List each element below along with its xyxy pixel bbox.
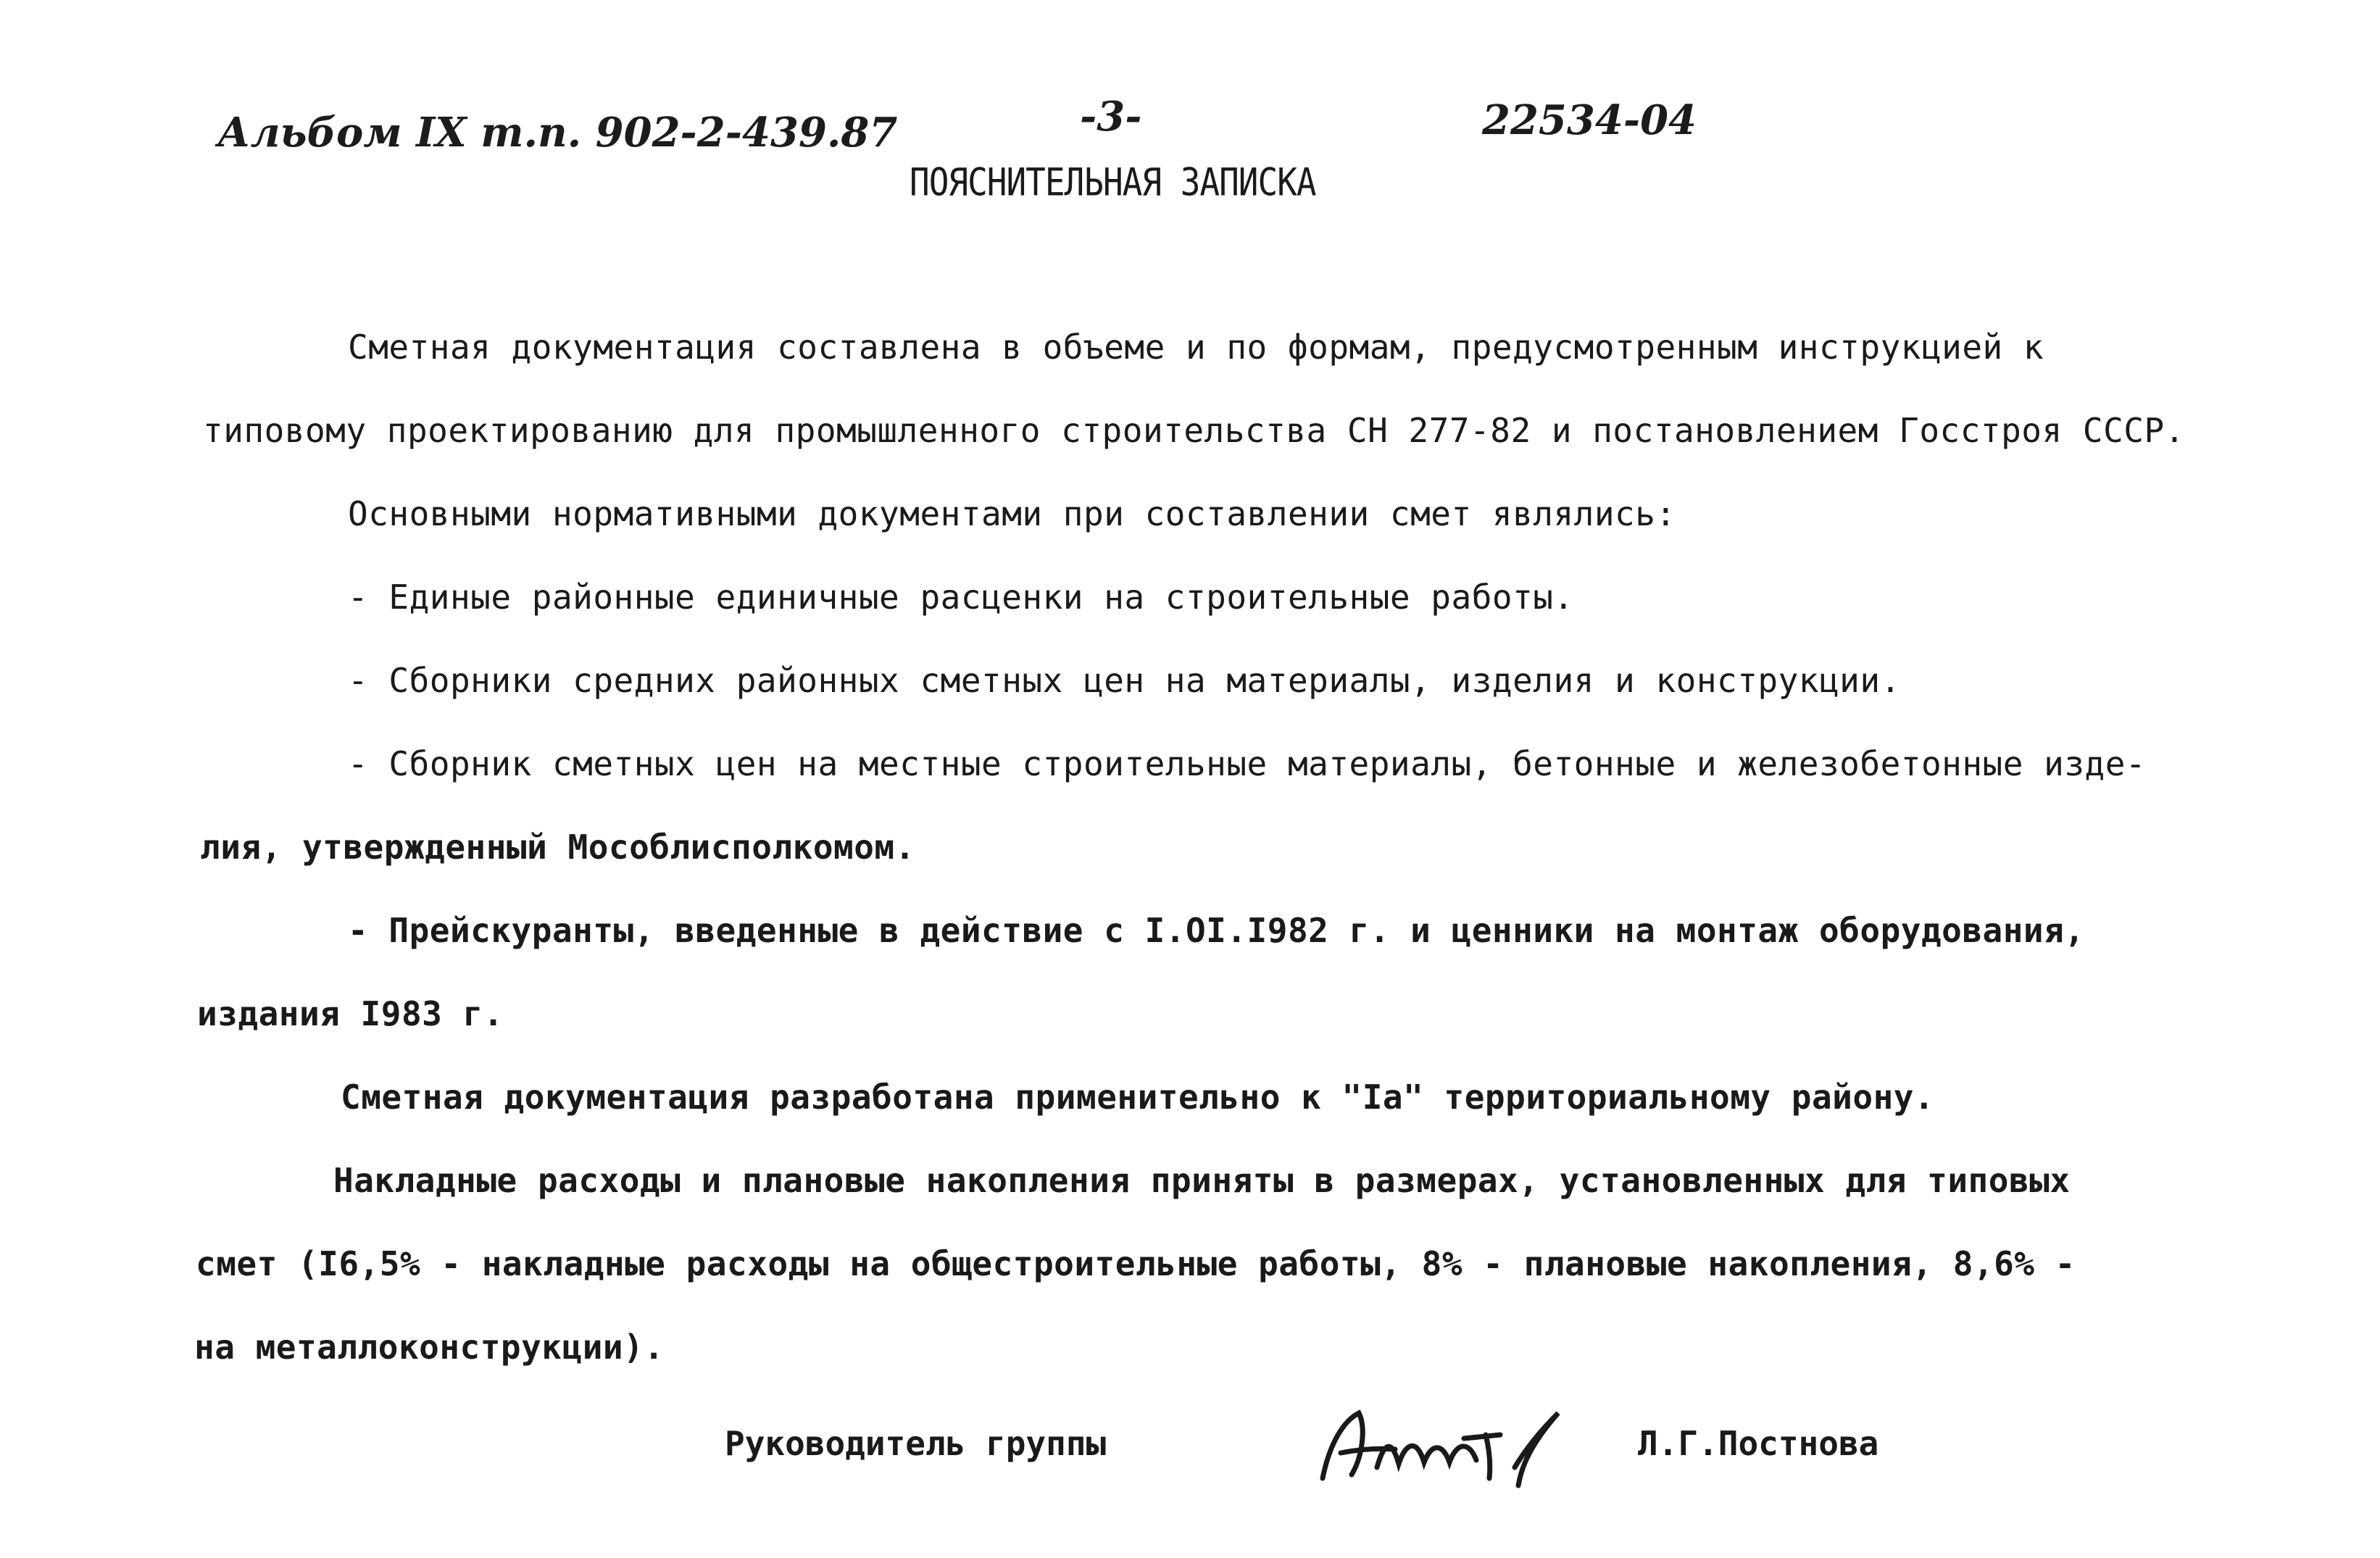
body-line-13: на металлоконструкции). [194,1328,665,1367]
body-line-4: - Единые районные единичные расценки на строительные работы. [348,578,1574,617]
body-line-10: Сметная документация разработана применительно к "Iа" территориальному району. [341,1078,1935,1117]
document-number: 22534-04 [1482,96,1697,144]
signature-label: Руководитель группы [725,1424,1107,1463]
body-line-3: Основными нормативными документами при составлении смет являлись: [348,494,1676,533]
body-line-5: - Сборники средних районных сметных цен на материалы, изделия и конструкции. [348,661,1901,700]
body-line-9: издания I983 г. [197,994,504,1033]
body-line-8: - Прейскуранты, введенные в действие с I.OI.I982 г. и ценники на монтаж оборудования, [348,911,2085,950]
signer-name: Л.Г.Постнова [1638,1424,1879,1463]
body-line-6: - Сборник сметных цен на местные строительные материалы, бетонные и железобетонные изде- [348,744,2147,783]
body-line-12: смет (I6,5% - накладные расходы на общестроительные работы, 8% - плановые накопления, 8,6% - [196,1244,2076,1283]
document-title: ПОЯСНИТЕЛЬНАЯ ЗАПИСКА [910,159,1316,205]
handwritten-signature-icon [1308,1399,1569,1493]
body-line-7: лия, утвержденный Мособлисполкомом. [200,828,915,867]
body-line-1: Сметная документация составлена в объеме и по формам, предусмотренным инструкцией к [348,328,2044,367]
body-line-11: Накладные расходы и плановые накопления приняты в размерах, установленных для типовых [333,1161,2071,1200]
album-reference: Альбом IX т.п. 902-2-439.87 [217,109,898,157]
page-number: -3- [1080,93,1142,141]
body-line-2: типовому проектированию для промышленного строительства СН 277-82 и постановлением Госстроя СССР. [203,411,2185,450]
